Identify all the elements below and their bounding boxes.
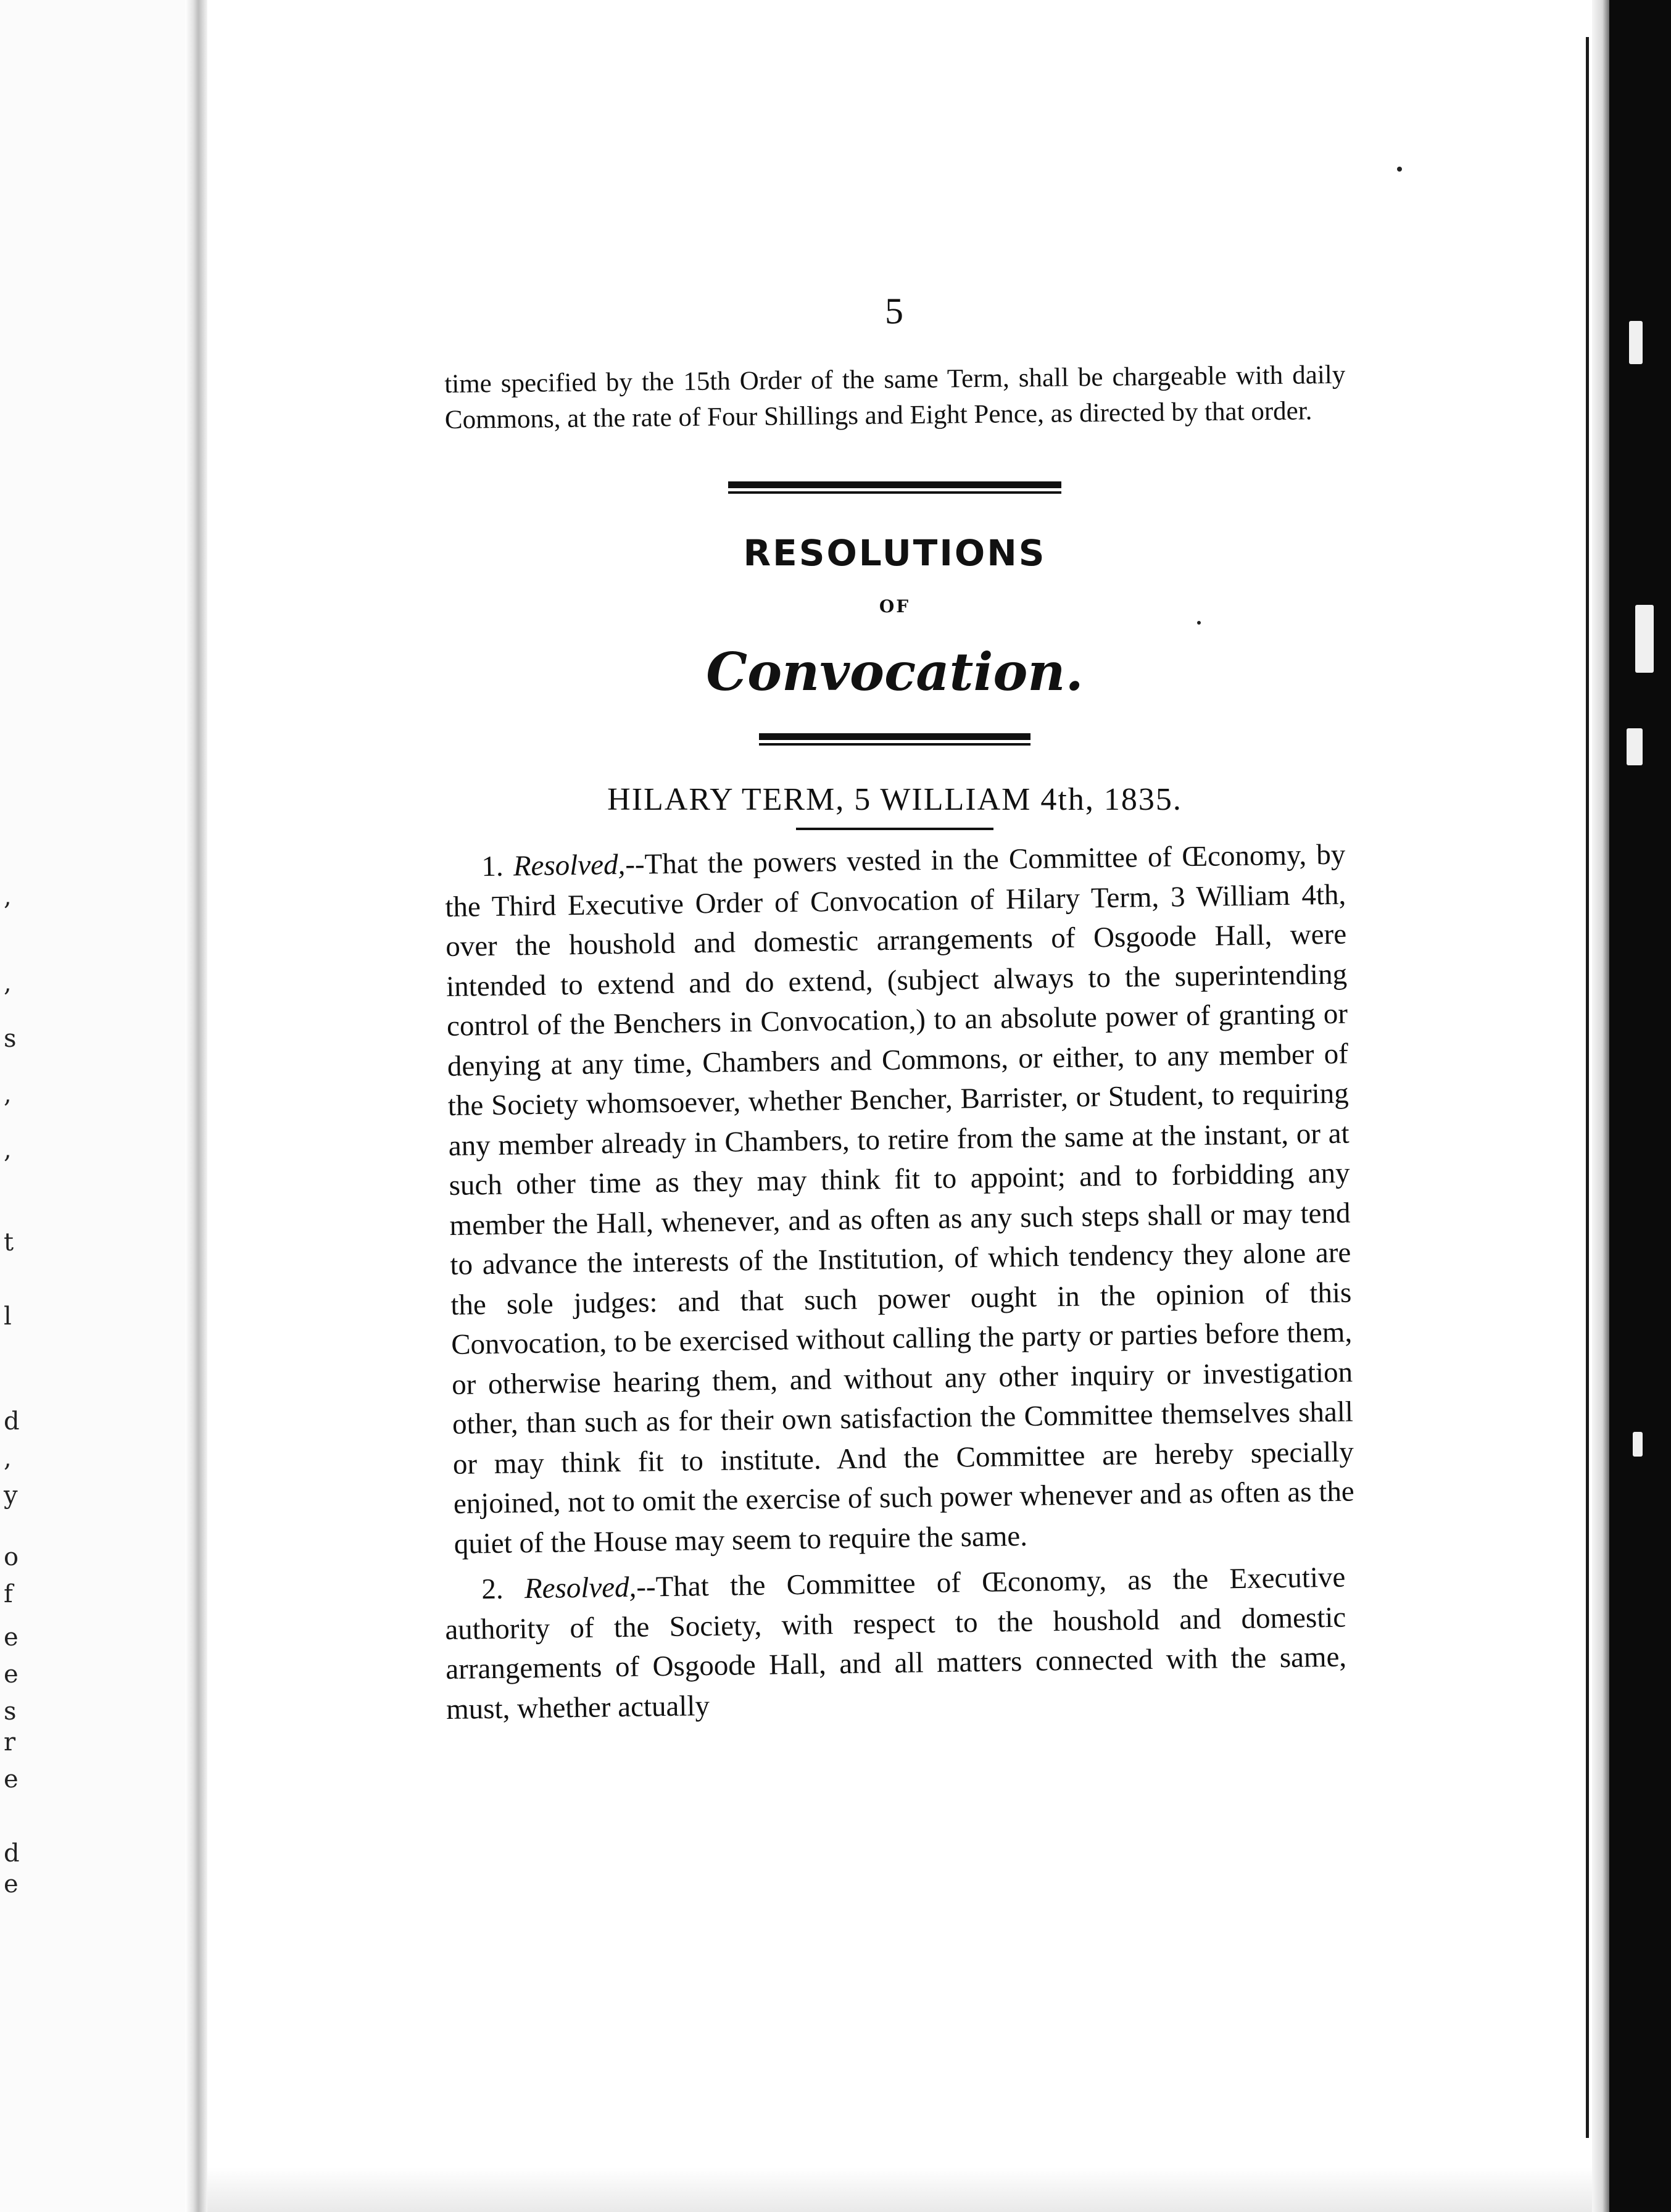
- edge-fragment: d: [4, 1839, 20, 1868]
- page-bottom-shadow: [207, 2138, 1592, 2212]
- edge-fragment: ,: [4, 1136, 12, 1164]
- resolution-number: 1.: [481, 850, 504, 883]
- dash-rule: [796, 828, 993, 830]
- term-heading: HILARY TERM, 5 WILLIAM 4th, 1835.: [607, 782, 1182, 817]
- edge-fragment: d: [4, 1407, 20, 1436]
- page-text-block: [444, 290, 1355, 1729]
- page-edge-line: [1586, 37, 1589, 2166]
- resolutions-heading: RESOLUTIONS: [743, 532, 1047, 574]
- edge-fragment: l: [4, 1302, 12, 1331]
- resolution-text: --That the powers vested in the Committee of Œconomy, by the Third Executive Order of Convocation of Hilary Term, 3 William 4th, over the houshold and domestic arrangements of Osgoode Hall, were intended to extend and do extend, (subject always to the superintending control of the Benchers in Convocation,) to an absolute power of granting or denying at any time, Chambers and Commons, or either, to any member of the Society whomsoever, whether Bencher, Barrister, or Student, to requiring any member already in Chambers, to retire from the same at the instant, or at such other time as they may think fit to appoint; and to forbidding any member the Hall, whenever, and as often as any such steps shall or may tend to advance the interests of the Institution, of which tendency they alone are the sole judges: and that such power ought in the opinion of this Convocation, to be exercised without calling the party or parties before them, or otherwise hearing them, and without any other inquiry or investigation other, than such as for their own satisfaction the Committee themselves shall or may think fit to institute. And the Committee are hereby specially enjoined, not to omit the exercise of such power whenever and as often as the quiet of the House may seem to require the same.: [444, 838, 1355, 1560]
- paper-edge-strip: [1592, 0, 1609, 2212]
- resolution-text: --That the Committee of Œconomy, as the Executive authority of the Society, with respect to the houshold and domestic arrangements of Osgoode Hall, and all matters connected with the same, must, whether actually: [444, 1561, 1347, 1726]
- edge-fragment: ,: [4, 1080, 12, 1108]
- resolution-label: Resolved,: [524, 1571, 637, 1605]
- edge-fragment: e: [4, 1660, 19, 1689]
- edge-fragment: e: [4, 1765, 19, 1794]
- resolution-paragraph: [444, 1558, 1347, 1729]
- edge-fragment: y: [4, 1481, 18, 1510]
- convocation-heading: Convocation.: [706, 641, 1084, 702]
- edge-fragment: s: [4, 1025, 17, 1053]
- edge-fragment: ,: [4, 969, 12, 997]
- edge-fleck: [1627, 728, 1643, 765]
- edge-fragment: ,: [4, 883, 12, 911]
- edge-fragment: e: [4, 1870, 19, 1898]
- page-number: 5: [885, 291, 905, 331]
- edge-fragment: s: [4, 1697, 17, 1726]
- edge-fleck: [1633, 1432, 1643, 1457]
- edge-fragment: t: [4, 1228, 14, 1257]
- edge-fragment: o: [4, 1543, 19, 1571]
- edge-fleck: [1629, 321, 1643, 364]
- previous-page-edge: [0, 0, 204, 2212]
- edge-fleck: [1635, 605, 1654, 673]
- decorative-rule-top: [728, 481, 1061, 494]
- resolution-paragraph: [444, 835, 1355, 1564]
- carryover-paragraph: time specified by the 15th Order of the same Term, shall be chargeable with daily Commons, at the rate of Four Shillings and Eight Pence, as directed by that order.: [444, 360, 1346, 434]
- edge-fragment: e: [4, 1623, 19, 1652]
- ink-speck: [1397, 167, 1402, 172]
- decorative-rule-bottom: [759, 733, 1030, 746]
- book-edge-border: [1592, 0, 1671, 2212]
- edge-fragment: ,: [4, 1444, 12, 1473]
- page-fold-shadow: [185, 0, 207, 2212]
- edge-fragment: r: [4, 1728, 16, 1757]
- resolution-number: 2.: [481, 1573, 504, 1606]
- edge-fragment: f: [4, 1580, 13, 1608]
- heading-of: OF: [879, 596, 911, 617]
- resolution-label: Resolved,: [513, 848, 626, 883]
